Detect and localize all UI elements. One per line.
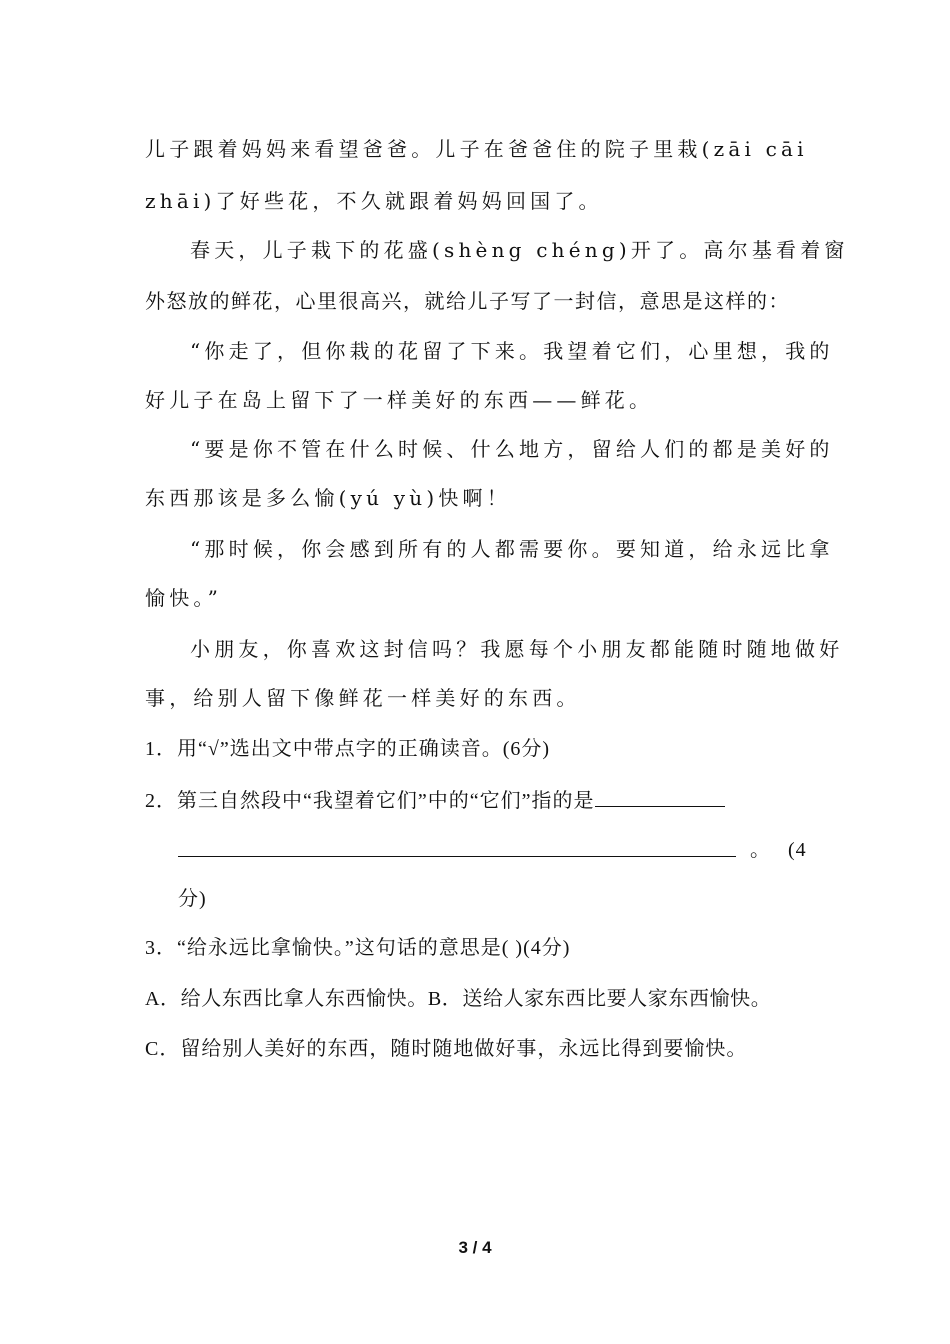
passage-line: 东西那该是多么愉(yú yù)快啊！ <box>145 486 511 510</box>
answer-blank[interactable] <box>178 836 736 857</box>
passage-line: 事，给别人留下像鲜花一样美好的东西。 <box>145 686 581 710</box>
answer-blank[interactable] <box>595 786 725 807</box>
question-2-score: (4 <box>788 839 807 861</box>
page-number: 3 / 4 <box>458 1238 492 1257</box>
option-c: C．留给别人美好的东西，随时随地做好事，永远比得到要愉快。 <box>145 1038 748 1060</box>
question-1: 1．用“√”选出文中带点字的正确读音。(6分) <box>145 738 551 760</box>
options-a-b: A．给人东西比拿人东西愉快。B．送给人家东西比要人家东西愉快。 <box>145 988 772 1010</box>
passage-line: 儿子跟着妈妈来看望爸爸。儿子在爸爸住的院子里栽(zāi cāi <box>145 137 808 161</box>
passage-line: “要是你不管在什么时候、什么地方，留给人们的都是美好的 <box>190 437 834 461</box>
question-2-continued <box>178 836 736 865</box>
question-3: 3．“给永远比拿愉快。”这句话的意思是( )(4分) <box>145 937 571 959</box>
question-2 <box>145 786 725 815</box>
passage-line: 好儿子在岛上留下了一样美好的东西——鲜花。 <box>145 388 654 412</box>
question-2-period: 。 <box>750 839 771 861</box>
question-2-score-unit: 分) <box>178 888 207 910</box>
passage-line: 外怒放的鲜花，心里很高兴，就给儿子写了一封信，意思是这样的： <box>145 289 790 313</box>
passage-line: 春天，儿子栽下的花盛(shèng chéng)开了。高尔基看着窗 <box>190 238 849 262</box>
passage-line: zhāi)了好些花，不久就跟着妈妈回国了。 <box>145 189 603 213</box>
passage-line: 小朋友，你喜欢这封信吗？我愿每个小朋友都能随时随地做好 <box>190 637 844 661</box>
passage-line: “你走了，但你栽的花留了下来。我望着它们，心里想，我的 <box>190 339 834 363</box>
passage-line: “那时候，你会感到所有的人都需要你。要知道，给永远比拿 <box>190 537 834 561</box>
passage-line: 愉快。” <box>145 586 223 610</box>
question-2-text: 2．第三自然段中“我望着它们”中的“它们”指的是 <box>145 790 595 812</box>
